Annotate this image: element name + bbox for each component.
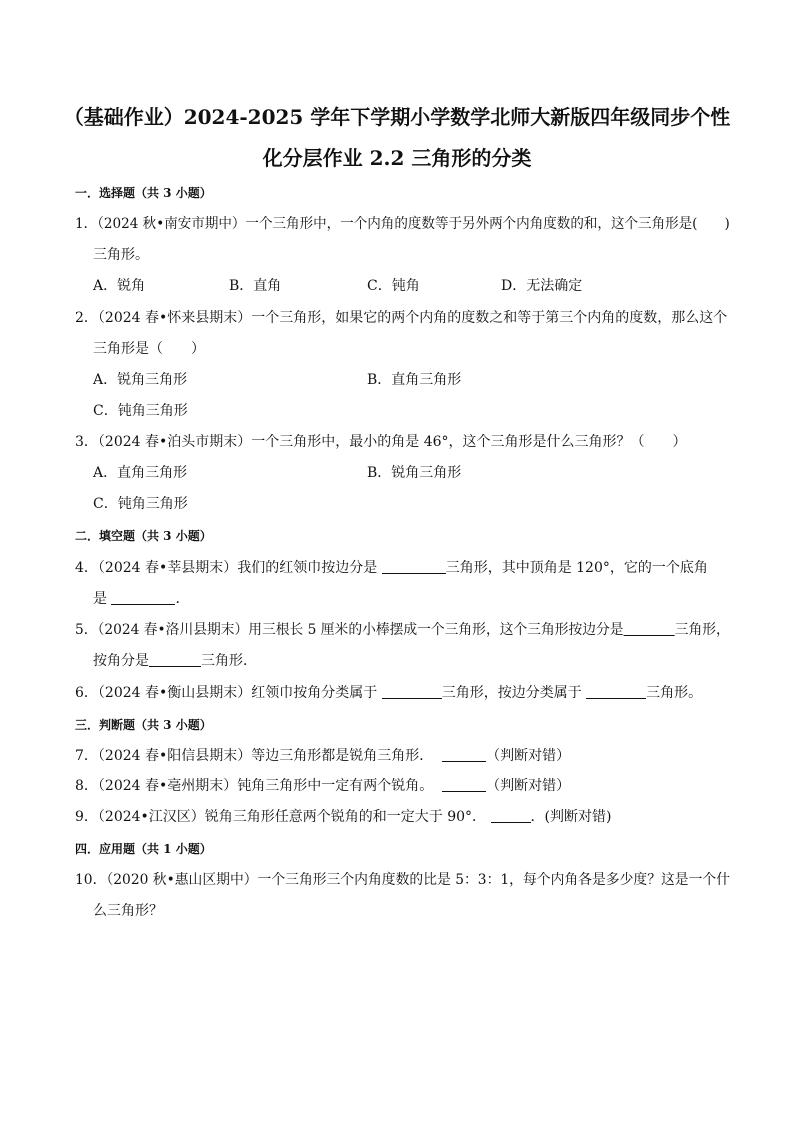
question-6-text-part-2: 三角形，按边分类属于 [441, 685, 587, 701]
answer-blank[interactable] [491, 808, 531, 823]
question-3-text: 3．（2024 春•泊头市期末）一个三角形中，最小的角是 46°，这个三角形是什么三角形？（ ） [75, 434, 687, 450]
question-6-text-part-3: 三角形。 [646, 685, 703, 701]
question-5-text-part-3: 按角分是 [93, 653, 149, 669]
question-2-option-c: C．钝角三角形 [93, 403, 188, 419]
question-1-option-a: A．锐角 [93, 278, 146, 294]
question-3-option-a: A．直角三角形 [93, 465, 188, 481]
answer-blank[interactable] [442, 777, 486, 792]
document-title-line-1: （基础作业）2024-2025 学年下学期小学数学北师大新版四年级同步个性 [63, 105, 731, 129]
question-6-text-part-1: 6．（2024 春•衡山县期末）红领巾按角分类属于 [75, 685, 382, 701]
question-5-text-part-4: 三角形． [201, 653, 257, 669]
question-5-line-2 [93, 651, 257, 671]
answer-blank[interactable] [382, 684, 442, 699]
answer-blank[interactable] [149, 652, 201, 667]
answer-blank[interactable] [586, 684, 646, 699]
question-1-text: 1．（2024 秋•南安市期中）一个三角形中，一个内角的度数等于另外两个内角度数的和，这个三角形是( ) [75, 216, 730, 232]
question-8-line [75, 776, 570, 796]
section-heading-fill: 二．填空题（共 3 小题） [75, 529, 212, 543]
question-2-text-cont: 三角形是（ ） [93, 341, 205, 357]
question-2-text: 2．（2024 春•怀来县期末）一个三角形，如果它的两个内角的度数之和等于第三个内角的度数，那么这个 [75, 310, 728, 326]
answer-blank[interactable] [624, 621, 675, 636]
question-9-text-part-1: 9．（2024•江汉区）锐角三角形任意两个锐角的和一定大于 90°． [75, 809, 487, 825]
question-5-line-1 [75, 620, 730, 640]
question-2-option-a: A．锐角三角形 [93, 372, 188, 388]
question-1-text-cont: 三角形。 [93, 247, 149, 263]
answer-blank[interactable] [442, 747, 486, 762]
question-4-line-1 [75, 558, 708, 578]
question-3-option-c: C．钝角三角形 [93, 496, 188, 512]
question-1-option-b: B．直角 [229, 278, 282, 294]
question-10-text-cont: 么三角形？ [93, 903, 163, 919]
question-8-text-part-1: 8．（2024 春•亳州期末）钝角三角形中一定有两个锐角。 [75, 778, 434, 794]
question-4-text-part-2: 三角形，其中顶角是 120°，它的一个底角 [445, 560, 708, 576]
question-8-text-part-2: （判断对错） [486, 778, 571, 794]
section-heading-application: 四．应用题（共 1 小题） [75, 842, 212, 856]
question-4-text-part-3: 是 [93, 591, 112, 607]
question-10-text: 10．（2020 秋•惠山区期中）一个三角形三个内角度数的比是 5：3：1，每个内角各是多少度？这是一个什 [75, 872, 731, 888]
question-5-text-part-1: 5．（2024 春•洛川县期末）用三根长 5 厘米的小棒摆成一个三角形，这个三角形按边分是 [75, 622, 624, 638]
question-9-text-part-2: ．(判断对错) [530, 809, 612, 825]
answer-blank[interactable] [111, 590, 175, 605]
question-7-line [75, 746, 570, 766]
question-6-line [75, 683, 702, 703]
question-4-text-part-4: ． [175, 591, 190, 607]
question-5-text-part-2: 三角形， [674, 622, 730, 638]
question-7-text-part-1: 7．（2024 春•阳信县期末）等边三角形都是锐角三角形． [75, 748, 434, 764]
document-title-line-2: 化分层作业 2.2 三角形的分类 [262, 146, 532, 170]
question-3-option-b: B．锐角三角形 [367, 465, 462, 481]
question-1-option-d: D．无法确定 [501, 278, 583, 294]
question-9-line [75, 807, 611, 827]
question-7-text-part-2: （判断对错） [486, 748, 571, 764]
question-4-text-part-1: 4．（2024 春•莘县期末）我们的红领巾按边分是 [75, 560, 382, 576]
section-heading-choice: 一．选择题（共 3 小题） [75, 186, 212, 200]
answer-blank[interactable] [382, 559, 446, 574]
section-heading-judge: 三．判断题（共 3 小题） [75, 718, 212, 732]
question-4-line-2 [93, 589, 189, 609]
question-1-option-c: C．钝角 [367, 278, 420, 294]
question-2-option-b: B．直角三角形 [367, 372, 462, 388]
